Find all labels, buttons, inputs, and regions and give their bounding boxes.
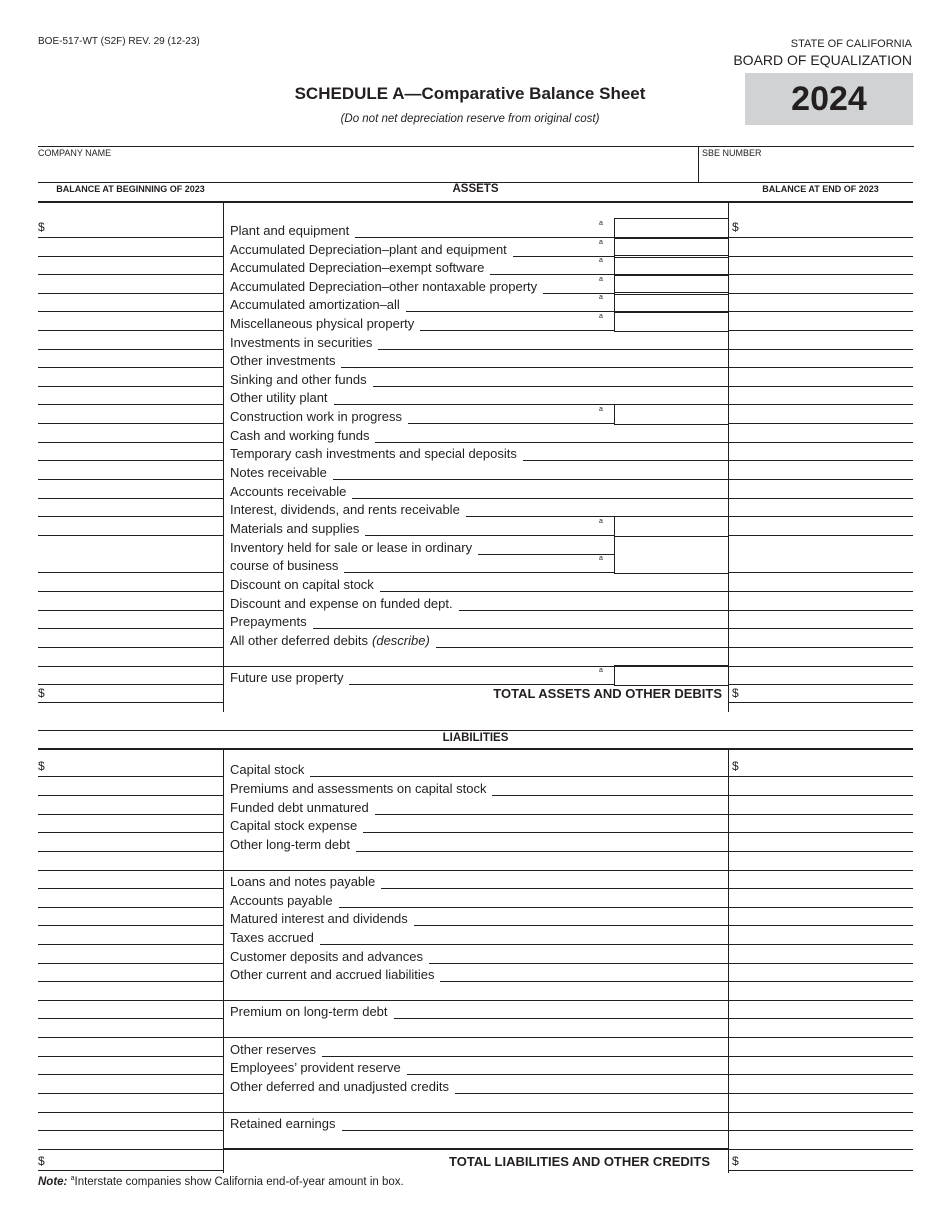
box-marker: a xyxy=(599,406,603,413)
asset-end-amount[interactable] xyxy=(729,239,913,256)
assets-total-end[interactable] xyxy=(729,685,913,702)
liabilities-total-beginning[interactable] xyxy=(38,1153,223,1170)
asset-beginning-amount[interactable] xyxy=(38,220,223,237)
asset-beginning-amount[interactable] xyxy=(38,425,223,442)
asset-end-amount[interactable] xyxy=(729,443,913,460)
asset-beginning-amount[interactable] xyxy=(38,387,223,404)
asset-end-amount[interactable] xyxy=(729,630,913,647)
liability-row-label: Funded debt unmatured xyxy=(230,800,369,815)
asset-end-amount[interactable] xyxy=(729,518,913,535)
asset-row-label: Accounts receivable xyxy=(230,484,347,499)
liability-end-amount[interactable] xyxy=(729,759,913,776)
liability-beginning-amount[interactable] xyxy=(38,797,223,814)
asset-beginning-amount[interactable] xyxy=(38,294,223,311)
asset-end-amount[interactable] xyxy=(729,257,913,274)
asset-row-label: Accumulated Depreciation–other nontaxable property xyxy=(230,279,538,294)
liability-row-label: Other current and accrued liabilities xyxy=(230,967,435,982)
dollar-sign: $ xyxy=(38,686,45,700)
asset-row-label: Investments in securities xyxy=(230,335,373,350)
liability-end-amount[interactable] xyxy=(729,1113,913,1130)
footnote-label: Note: xyxy=(38,1175,68,1188)
liability-end-amount[interactable] xyxy=(729,890,913,907)
box-marker: a xyxy=(599,220,603,227)
dollar-sign: $ xyxy=(38,759,45,773)
asset-row-label: course of business xyxy=(230,558,339,573)
assets-total-label: TOTAL ASSETS AND OTHER DEBITS xyxy=(493,686,722,701)
california-amount-box[interactable] xyxy=(614,516,729,537)
california-amount-box[interactable] xyxy=(614,404,729,425)
asset-end-amount[interactable] xyxy=(729,350,913,367)
liability-beginning-amount[interactable] xyxy=(38,890,223,907)
liability-row-label: Premiums and assessments on capital stock xyxy=(230,781,487,796)
dollar-sign: $ xyxy=(732,220,739,234)
assets-total-beginning[interactable] xyxy=(38,685,223,702)
asset-row-label: Miscellaneous physical property xyxy=(230,316,415,331)
liability-end-amount[interactable] xyxy=(729,815,913,832)
liability-row-label: Matured interest and dividends xyxy=(230,911,408,926)
asset-end-amount[interactable] xyxy=(729,220,913,237)
liability-beginning-amount[interactable] xyxy=(38,778,223,795)
liability-row-label: Capital stock xyxy=(230,762,305,777)
box-marker: a xyxy=(599,518,603,525)
state-label: STATE OF CALIFORNIA xyxy=(790,38,912,50)
company-name-field[interactable] xyxy=(38,146,698,183)
asset-beginning-amount[interactable] xyxy=(38,239,223,256)
asset-beginning-amount[interactable] xyxy=(38,518,223,535)
liability-end-amount[interactable] xyxy=(729,834,913,851)
asset-end-amount[interactable] xyxy=(729,611,913,628)
liability-beginning-amount[interactable] xyxy=(38,964,223,981)
california-amount-box[interactable] xyxy=(614,255,729,276)
liability-beginning-amount[interactable] xyxy=(38,927,223,944)
column-header-end: BALANCE AT END OF 2023 xyxy=(762,184,879,194)
liability-beginning-amount[interactable] xyxy=(38,871,223,888)
footnote-text: Interstate companies show California end-of-year amount in box. xyxy=(74,1175,404,1188)
asset-row-label: Discount and expense on funded dept. xyxy=(230,596,453,611)
asset-row-label: Prepayments xyxy=(230,614,307,629)
liability-end-amount[interactable] xyxy=(729,927,913,944)
asset-beginning-amount[interactable] xyxy=(38,667,223,684)
liability-beginning-amount[interactable] xyxy=(38,946,223,963)
liability-beginning-amount[interactable] xyxy=(38,834,223,851)
asset-row-label: Materials and supplies xyxy=(230,521,360,536)
liability-end-amount[interactable] xyxy=(729,871,913,888)
asset-row-label: Accumulated amortization–all xyxy=(230,297,400,312)
asset-end-amount[interactable] xyxy=(729,387,913,404)
liability-row-label: Other long-term debt xyxy=(230,837,350,852)
liability-beginning-amount[interactable] xyxy=(38,908,223,925)
liability-end-amount[interactable] xyxy=(729,908,913,925)
dollar-sign: $ xyxy=(732,1154,739,1168)
liability-beginning-amount[interactable] xyxy=(38,1039,223,1056)
liability-end-amount[interactable] xyxy=(729,1039,913,1056)
asset-end-amount[interactable] xyxy=(729,593,913,610)
asset-beginning-amount[interactable] xyxy=(38,406,223,423)
asset-end-amount[interactable] xyxy=(729,276,913,293)
asset-row-label: Cash and working funds xyxy=(230,428,370,443)
dollar-sign: $ xyxy=(38,1154,45,1168)
asset-beginning-amount[interactable] xyxy=(38,499,223,516)
sbe-number-label: SBE NUMBER xyxy=(702,148,762,158)
california-amount-box[interactable] xyxy=(614,665,729,686)
asset-beginning-amount[interactable] xyxy=(38,462,223,479)
asset-end-amount[interactable] xyxy=(729,462,913,479)
asset-row-label: Sinking and other funds xyxy=(230,372,367,387)
asset-beginning-amount[interactable] xyxy=(38,350,223,367)
form-number: BOE-517-WT (S2F) REV. 29 (12-23) xyxy=(38,36,200,47)
asset-row-label: Plant and equipment xyxy=(230,223,350,238)
liabilities-total-end[interactable] xyxy=(729,1153,913,1170)
liability-row-label: Loans and notes payable xyxy=(230,874,376,889)
liability-row-label: Other reserves xyxy=(230,1042,316,1057)
liability-row-label: Taxes accrued xyxy=(230,930,314,945)
asset-beginning-amount[interactable] xyxy=(38,611,223,628)
asset-end-amount[interactable] xyxy=(729,294,913,311)
liabilities-total-label: TOTAL LIABILITIES AND OTHER CREDITS xyxy=(449,1154,710,1169)
asset-beginning-amount[interactable] xyxy=(38,593,223,610)
asset-end-amount[interactable] xyxy=(729,369,913,386)
box-marker: a xyxy=(599,239,603,246)
asset-row-label: Discount on capital stock xyxy=(230,577,374,592)
liability-beginning-amount[interactable] xyxy=(38,1001,223,1018)
liability-row-label: Capital stock expense xyxy=(230,818,358,833)
footnote xyxy=(38,1175,404,1188)
agency-label: BOARD OF EQUALIZATION xyxy=(733,52,912,68)
liability-beginning-amount[interactable] xyxy=(38,1076,223,1093)
california-amount-box[interactable] xyxy=(614,311,729,332)
asset-beginning-amount[interactable] xyxy=(38,276,223,293)
liability-end-amount[interactable] xyxy=(729,778,913,795)
sbe-number-field[interactable] xyxy=(698,146,914,183)
tax-year: 2024 xyxy=(791,79,867,118)
asset-beginning-amount[interactable] xyxy=(38,369,223,386)
asset-row-label: Inventory held for sale or lease in ordinary xyxy=(230,540,473,555)
asset-row-label: Other investments xyxy=(230,353,336,368)
dollar-sign: $ xyxy=(732,759,739,773)
liability-end-amount[interactable] xyxy=(729,946,913,963)
asset-end-amount[interactable] xyxy=(729,481,913,498)
liabilities-header: LIABILITIES xyxy=(442,732,509,744)
asset-beginning-amount[interactable] xyxy=(38,257,223,274)
liability-beginning-amount[interactable] xyxy=(38,1113,223,1130)
asset-row-label: Temporary cash investments and special deposits xyxy=(230,446,517,461)
company-name-label: COMPANY NAME xyxy=(38,148,112,158)
asset-row-label: Interest, dividends, and rents receivable xyxy=(230,502,460,517)
column-header-beginning: BALANCE AT BEGINNING OF 2023 xyxy=(56,184,205,194)
liability-end-amount[interactable] xyxy=(729,1057,913,1074)
liability-end-amount[interactable] xyxy=(729,964,913,981)
asset-beginning-amount[interactable] xyxy=(38,481,223,498)
tax-year-badge xyxy=(745,73,913,125)
box-marker: a xyxy=(599,667,603,674)
asset-end-amount[interactable] xyxy=(729,555,913,572)
liability-row-label: Retained earnings xyxy=(230,1116,336,1131)
column-header-assets: ASSETS xyxy=(452,183,499,195)
california-amount-box[interactable] xyxy=(614,292,729,313)
asset-row-label: Future use property xyxy=(230,670,344,685)
liability-row-label: Customer deposits and advances xyxy=(230,949,423,964)
asset-end-amount[interactable] xyxy=(729,406,913,423)
box-marker: a xyxy=(599,276,603,283)
california-amount-box[interactable] xyxy=(614,536,729,574)
asset-beginning-amount[interactable] xyxy=(38,313,223,330)
asset-end-amount[interactable] xyxy=(729,425,913,442)
dollar-sign: $ xyxy=(38,220,45,234)
box-marker: a xyxy=(599,257,603,264)
asset-beginning-amount[interactable] xyxy=(38,574,223,591)
liability-row-label: Accounts payable xyxy=(230,893,333,908)
box-marker: a xyxy=(599,294,603,301)
asset-beginning-amount[interactable] xyxy=(38,555,223,572)
liability-row-label: Premium on long-term debt xyxy=(230,1004,388,1019)
asset-row-label: Accumulated Depreciation–plant and equipment xyxy=(230,242,507,257)
california-amount-box[interactable] xyxy=(614,218,729,239)
liability-beginning-amount[interactable] xyxy=(38,1057,223,1074)
liability-beginning-amount[interactable] xyxy=(38,759,223,776)
asset-end-amount[interactable] xyxy=(729,313,913,330)
asset-row-describe: (describe) xyxy=(372,633,430,648)
liability-end-amount[interactable] xyxy=(729,797,913,814)
asset-beginning-amount[interactable] xyxy=(38,332,223,349)
page-subtitle: (Do not net depreciation reserve from original cost) xyxy=(340,113,600,125)
liability-end-amount[interactable] xyxy=(729,1001,913,1018)
asset-end-amount[interactable] xyxy=(729,332,913,349)
liability-row-label: Other deferred and unadjusted credits xyxy=(230,1079,449,1094)
asset-end-amount[interactable] xyxy=(729,499,913,516)
box-marker: a xyxy=(599,555,603,562)
liability-beginning-amount[interactable] xyxy=(38,815,223,832)
asset-row-label: Notes receivable xyxy=(230,465,327,480)
asset-end-amount[interactable] xyxy=(729,574,913,591)
liability-end-amount[interactable] xyxy=(729,1076,913,1093)
asset-beginning-amount[interactable] xyxy=(38,443,223,460)
asset-row-label: All other deferred debits xyxy=(230,633,369,648)
dollar-sign: $ xyxy=(732,686,739,700)
asset-row-label: Accumulated Depreciation–exempt software xyxy=(230,260,485,275)
asset-beginning-amount[interactable] xyxy=(38,630,223,647)
box-marker: a xyxy=(599,313,603,320)
asset-end-amount[interactable] xyxy=(729,667,913,684)
asset-row-label: Construction work in progress xyxy=(230,409,402,424)
liability-row-label: Employees’ provident reserve xyxy=(230,1060,401,1075)
asset-row-label: Other utility plant xyxy=(230,390,328,405)
footnote-marker: a xyxy=(70,1175,75,1182)
page-title: SCHEDULE A—Comparative Balance Sheet xyxy=(294,84,646,103)
